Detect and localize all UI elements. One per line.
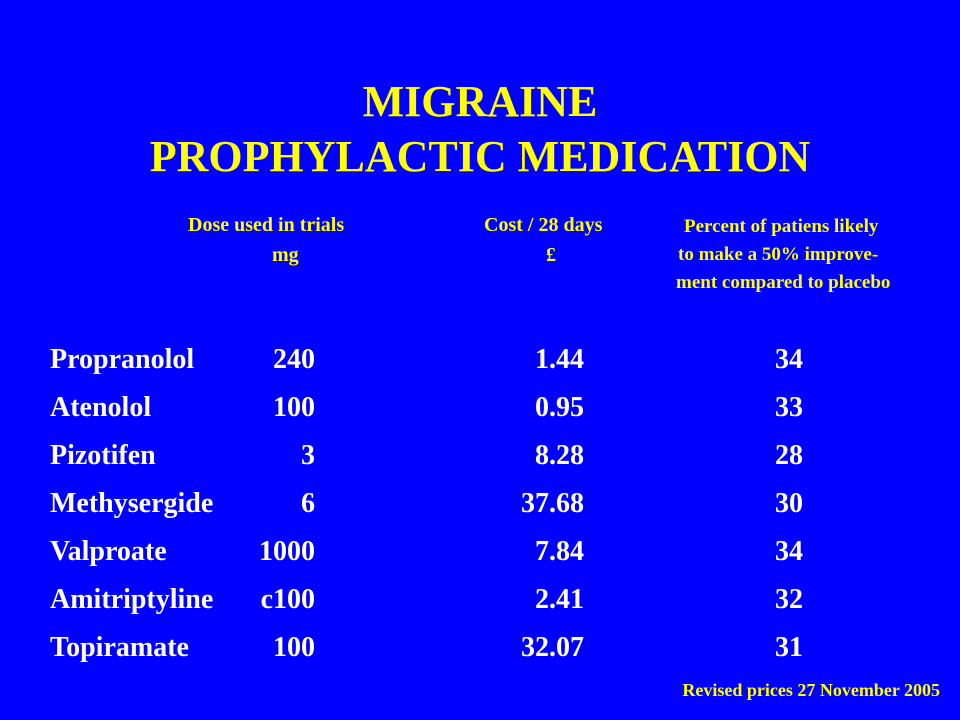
medication-percent: 30	[775, 488, 803, 519]
medication-cost: 0.95	[535, 392, 584, 423]
medication-dose: 240	[273, 344, 315, 375]
header-percent-line-1: Percent of patiens likely	[684, 216, 879, 237]
medication-dose: 1000	[259, 536, 315, 567]
medication-cost: 37.68	[521, 488, 584, 519]
table-row	[0, 384, 960, 432]
table-row	[0, 480, 960, 528]
medication-name: Amitriptyline	[50, 584, 214, 615]
table-row	[0, 336, 960, 384]
table-row	[0, 624, 960, 672]
medication-name: Methysergide	[50, 488, 214, 519]
medication-percent: 33	[775, 392, 803, 423]
medication-cost: 1.44	[535, 344, 584, 375]
medication-percent: 31	[775, 632, 803, 663]
medication-percent: 34	[775, 344, 803, 375]
table-row	[0, 432, 960, 480]
header-percent-line-2: to make a 50% improve-	[678, 244, 879, 265]
medication-name: Valproate	[50, 536, 167, 567]
table-row	[0, 576, 960, 624]
footnote: Revised prices 27 November 2005	[682, 680, 940, 700]
medication-cost: 32.07	[521, 632, 584, 663]
medication-dose: 6	[301, 488, 315, 519]
table-row	[0, 528, 960, 576]
medication-dose: 100	[273, 632, 315, 663]
medication-name: Atenolol	[50, 392, 152, 423]
header-cost-unit: £	[546, 244, 556, 266]
medication-percent: 34	[775, 536, 803, 567]
medication-name: Topiramate	[50, 632, 189, 663]
medication-name: Propranolol	[50, 344, 195, 375]
medication-name: Pizotifen	[50, 440, 156, 471]
medication-cost: 7.84	[535, 536, 584, 567]
medication-cost: 2.41	[535, 584, 584, 615]
medication-dose: c100	[260, 584, 315, 615]
header-percent-line-3: ment compared to placebo	[676, 272, 891, 293]
slide-title-line-1: MIGRAINE	[362, 77, 598, 126]
header-cost: Cost / 28 days	[484, 214, 603, 236]
medication-dose: 100	[273, 392, 315, 423]
medication-percent: 28	[775, 440, 803, 471]
medication-cost: 8.28	[535, 440, 584, 471]
medication-dose: 3	[301, 440, 315, 471]
header-dose-unit: mg	[272, 244, 299, 266]
medication-percent: 32	[775, 584, 803, 615]
slide-title-line-2: PROPHYLACTIC MEDICATION	[149, 132, 811, 181]
header-dose: Dose used in trials	[188, 214, 345, 236]
